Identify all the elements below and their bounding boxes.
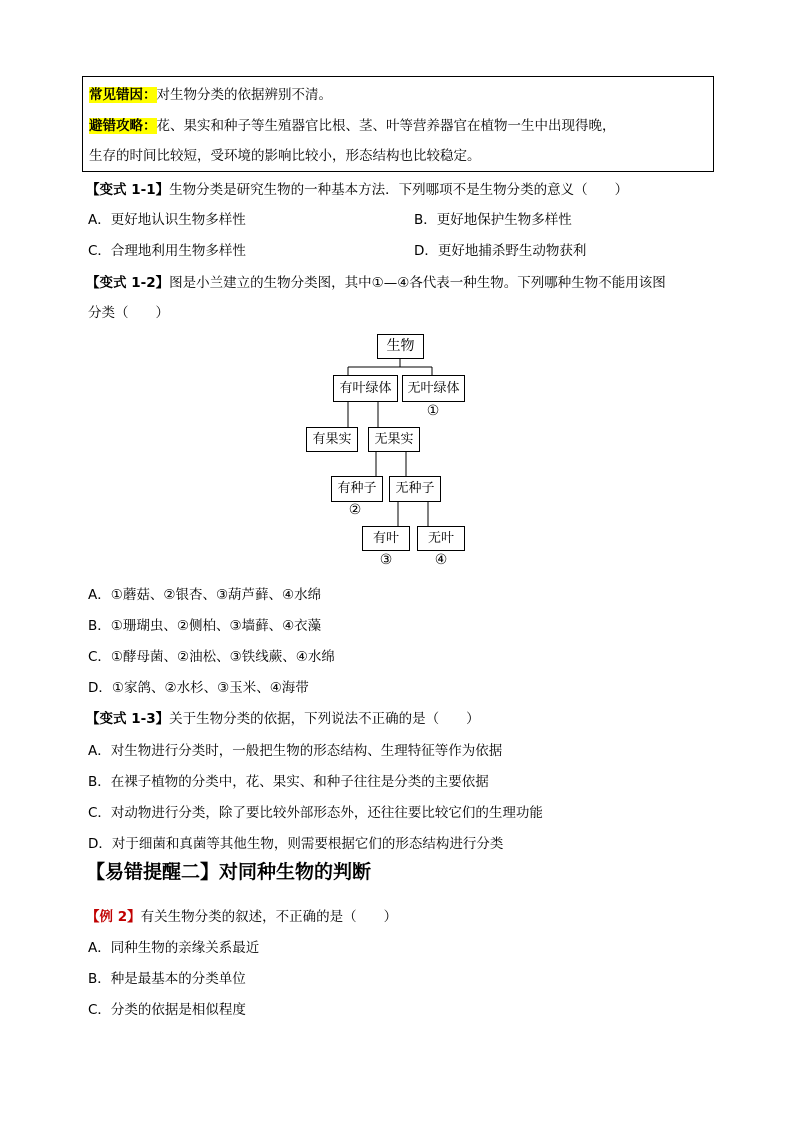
node-no-chloroplast: 无叶绿体 <box>402 375 465 402</box>
question-1-3-stem <box>86 709 480 729</box>
question-tag: 【变式 1-3】 <box>86 711 170 727</box>
option-c: C．分类的依据是相似程度 <box>88 1002 246 1018</box>
section-heading: 【易错提醒二】对同种生物的判断 <box>86 861 372 883</box>
example-2-stem <box>86 907 397 927</box>
common-error-label: 常见错因： <box>89 87 157 103</box>
option-c: C．①酵母菌、②油松、③铁线蕨、④水绵 <box>88 649 335 665</box>
question-1-2-stem <box>86 273 666 293</box>
node-no-fruit: 无果实 <box>368 427 420 452</box>
avoid-error-text-2: 生存的时间比较短，受环境的影响比较小，形态结构也比较稳定。 <box>89 148 481 164</box>
option-a: A．同种生物的亲缘关系最近 <box>88 940 260 956</box>
example-tag: 【例 2】 <box>86 909 141 925</box>
label-4: ④ <box>434 552 448 568</box>
option-c: C．对动物进行分类，除了要比较外部形态外，还往往要比较它们的生理功能 <box>88 805 543 821</box>
option-d: D．对于细菌和真菌等其他生物，则需要根据它们的形态结构进行分类 <box>88 836 504 852</box>
question-text: 关于生物分类的依据，下列说法不正确的是（ ） <box>169 711 480 727</box>
node-no-leaf: 无叶 <box>417 526 465 551</box>
question-tag: 【变式 1-2】 <box>86 275 170 291</box>
node-has-seed: 有种子 <box>331 476 383 502</box>
option-d: D．①家鸽、②水杉、③玉米、④海带 <box>88 680 309 696</box>
tip-line-1 <box>89 85 332 105</box>
label-1: ① <box>426 403 440 419</box>
option-a: A．①蘑菇、②银杏、③葫芦藓、④水绵 <box>88 587 322 603</box>
label-2: ② <box>348 502 362 518</box>
question-text: 图是小兰建立的生物分类图，其中①—④各代表一种生物。下列哪种生物不能用该图 <box>169 275 666 291</box>
option-c: C．合理地利用生物多样性 <box>88 243 246 259</box>
option-b: B．更好地保护生物多样性 <box>414 212 572 228</box>
tip-line-3 <box>89 146 481 166</box>
node-organism: 生物 <box>377 334 424 359</box>
option-b: B．在裸子植物的分类中，花、果实、和种子往往是分类的主要依据 <box>88 774 489 790</box>
node-no-seed: 无种子 <box>389 476 441 502</box>
node-has-chloroplast: 有叶绿体 <box>333 375 398 402</box>
label-3: ③ <box>379 552 393 568</box>
option-a: A．更好地认识生物多样性 <box>88 212 246 228</box>
question-1-2-stem-cont: 分类（ ） <box>88 305 169 321</box>
avoid-error-label: 避错攻略： <box>89 118 157 134</box>
question-text: 有关生物分类的叙述，不正确的是（ ） <box>140 909 398 925</box>
node-has-leaf: 有叶 <box>362 526 410 551</box>
option-b: B．①珊瑚虫、②侧柏、③墙藓、④衣藻 <box>88 618 322 634</box>
option-b: B．种是最基本的分类单位 <box>88 971 246 987</box>
node-has-fruit: 有果实 <box>306 427 358 452</box>
classification-diagram <box>290 330 510 580</box>
option-a: A．对生物进行分类时，一般把生物的形态结构、生理特征等作为依据 <box>88 743 503 759</box>
option-d: D．更好地捕杀野生动物获利 <box>414 243 587 259</box>
question-1-1-stem <box>86 180 628 200</box>
question-text: 生物分类是研究生物的一种基本方法．下列哪项不是生物分类的意义（ ） <box>169 182 629 198</box>
tip-line-2 <box>89 116 616 136</box>
avoid-error-text-1: 花、果实和种子等生殖器官比根、茎、叶等营养器官在植物一生中出现得晚， <box>156 118 616 134</box>
tip-box <box>82 76 714 172</box>
question-tag: 【变式 1-1】 <box>86 182 170 198</box>
common-error-text: 对生物分类的依据辨别不清。 <box>156 87 332 103</box>
